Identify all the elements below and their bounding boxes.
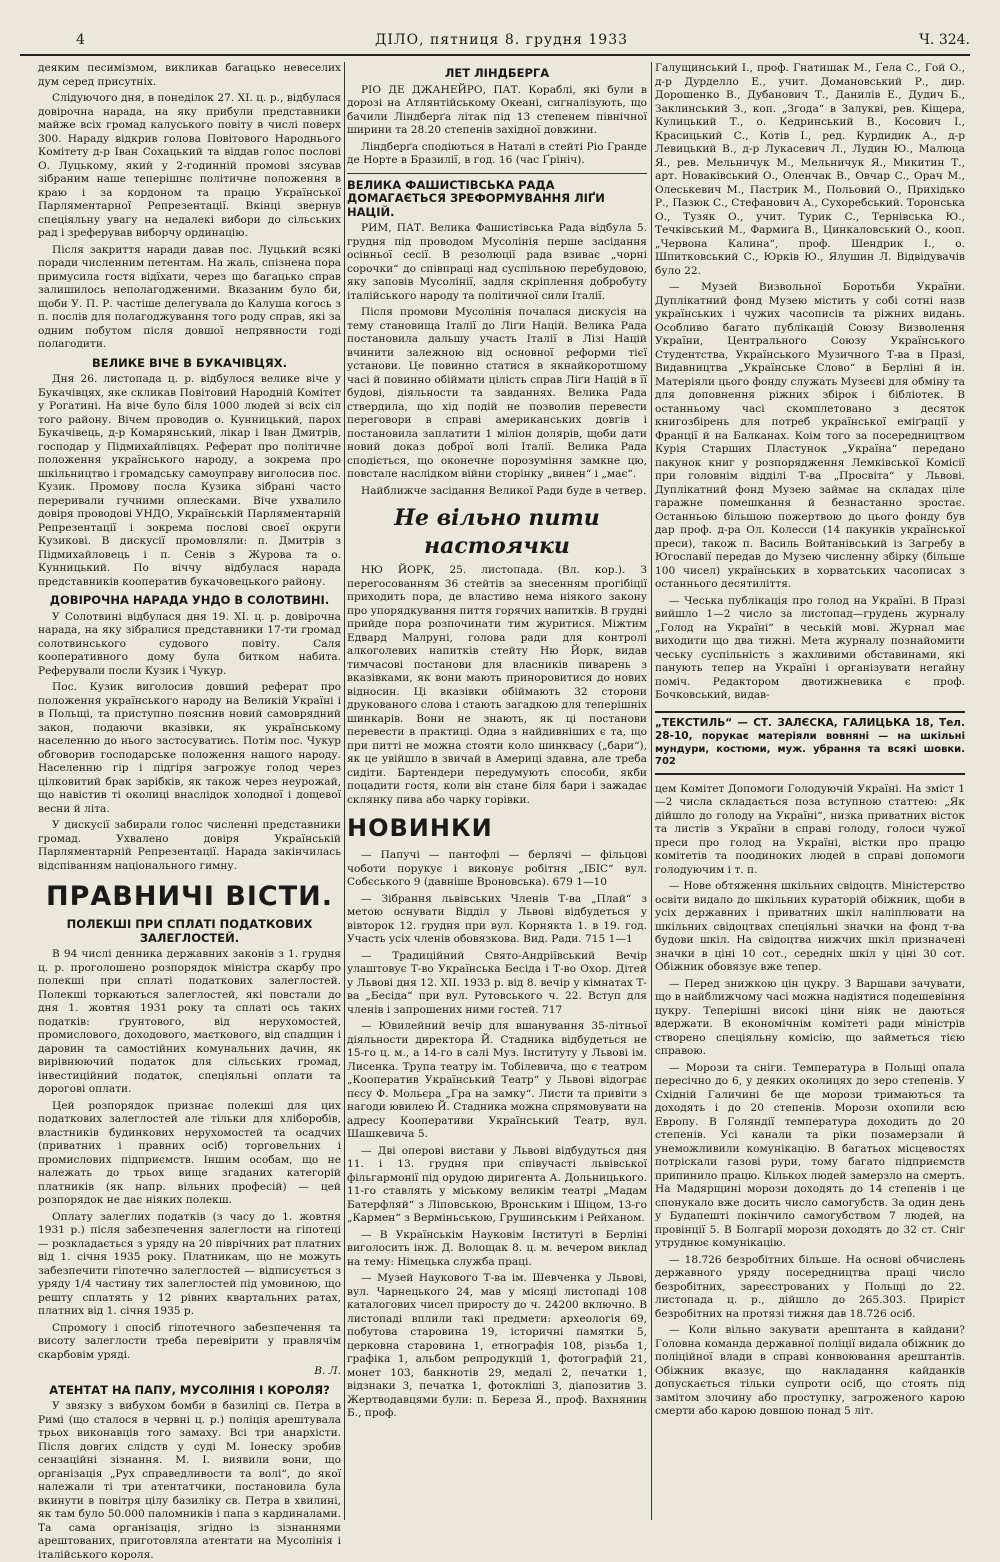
- author-signature: В. Л.: [314, 1365, 341, 1377]
- headline-atentat: АТЕНТАТ НА ПАПУ, МУСОЛІНІЯ І КОРОЛЯ?: [49, 1382, 330, 1397]
- paragraph: Після промови Мусолінія почалася дискусія на тему становища Італії до Ліґи Націй. Велика Рада постановила дальшу участь Італії в Лізі Націй вчинити залежною від основної реформи тієї установи. Це повинно статися в якнайкоротшому часі й повинно обіймати цілість справ Ліґи Націй в її будові, діяльности та завданнях. Велика Рада ствердила, що хід подій не позволив перевести переговори в справі американських довгів і постановила заплатити 1 міліон долярів, щоби дати новий доказ доброї волі Італії. Велика Рада сподіється, що оконечне порозуміння замкне цю, повстале наслідком війни сторінку „винен“ і „має“.: [347, 306, 647, 480]
- headline-lindberg: ЛЕТ ЛІНДБЕРГА: [444, 66, 550, 80]
- advertisement-tekstyl: [655, 711, 965, 775]
- masthead-title-date: ДІЛО, пятниця 8. грудня 1933: [375, 32, 629, 48]
- paragraph: Найближче засідання Великої Ради буде в четвер.: [361, 484, 647, 497]
- paragraph: РІО ДЕ ДЖАНЕЙРО, ПАТ. Кораблі, які були в дорозі на Атлянтійському Океані, сигналізують, що бачили Ліндберґа літак під 13 степенем північної ширини та 28.20 степенів західної довжини.: [347, 83, 647, 136]
- paragraph: РИМ, ПАТ. Велика Фашистівська Рада відбула 5. грудня під проводом Мусолінія перше засідання осінньої сесії. В резолюції рада взиває „чорні сорочки“ до співпраці над суспільною перебудовою, яку заповів Мусолінії, задля скріплення добробуту італійського народу та політичної сили Італії.: [347, 222, 647, 302]
- paragraph: Галущинський І., проф. Гнатишак М., Ґела С., Гой О., д-р Дурделло Е., учит. Домановський Р., дир. Дорошенко В., Дубанович Т., Данилів Е., Дудич Б., Заклинський З., коп. „Згода“ в Залукві, рев. Кіщера, Кулицький Т., о. Кедринський В., Косович І., Красицький С., Котів І., ред. Курдидик А., д-р Левицький В., д-р Лукасевич Л., Лудин Ю., Малюца Я., рев. Мельничук М., Мельничук Я., Микитин Т., арт. Новаківський О., Оленчак В., Овчар С., Орач М., Олеськевич М., Пастрик М., Польовий О., Прихідько Р., Пазюк С., Стефанович А., Сухоребський. Торонська О., Тузяк О., учит. Турик С., Тернівська Ю., Течківський М., Фармиґа В., Цинкаловський О., кооп. „Червона Калина“, проф. Шендрик І., о. Шпитковський С., Юрків Ю., Ялушин Л. Відвідувачів було 22.: [655, 62, 965, 277]
- news-item: — Традиційний Свято-Андріївський Вечір улаштовує Т-во Українська Бесіда і Т-во Охор. Дітей у Львові дня 12. XII. 1933 р. від 8. вечір у кімнатах Т-ва „Бесіда“ при вул. Рутовського ч. 22. Вступ для членів і запрошених ними гостей. 717: [347, 949, 647, 1016]
- ad-code: 702: [655, 756, 676, 767]
- ad-body: порукає матеріяли вовняні — на шкільні мундури, костюми, муж. убрання та всякі шовки.: [655, 731, 965, 755]
- section-title-novynky: НОВИНКИ: [347, 814, 493, 842]
- masthead: [20, 30, 970, 56]
- news-item: — Чеська публікація про голод на Україні. В Празі вийшло 1—2 число за листопад—грудень журналу „Голод на Україні“ в чеській мові. Журнал має виходити що два тижні. Мета журналу познайомити чеську суспільність з жахливими обставинами, які панують тепер на Україні і організувати негайну поміч. Редактором двотижневика є проф. Бочковський, видав-: [655, 594, 965, 701]
- paragraph: цем Комітет Допомоги Голодуючій Україні. На зміст 1—2 числа складається поза вступною статтею: „Як дійшло до голоду на Україні“, низка приватних вісток та листів з України в справі голоду, голоси чужої преси про голод на Україні, вістки про працю комітетів та поодиноких людей в справі допомоги голодуючим і т. п.: [655, 782, 965, 876]
- paragraph: У дискусії забирали голос численні представники громад. Ухвалено довіря Українській Парляментарній Репрезентації. Нарада закінчилась відспіванням національного гимну.: [38, 819, 341, 872]
- divider: [347, 173, 647, 174]
- headline-solotvyna: ДОВІРОЧНА НАРАДА УНДО В СОЛОТВИНІ.: [49, 593, 330, 607]
- news-item: — Дві оперові вистави у Львові відбудуться дня 11. і 13. грудня при співучасті львівської фільгармонії під орудою диригента А. Дольницького. 11-го ставлять у міському великім театрі „Мадам Батерфляй“ з Ліповською, Вронським і Шіцом, 13-го „Кармен“ з Верміньською, Грушинським і Рейханом.: [347, 1144, 647, 1224]
- column-right: [655, 62, 965, 1520]
- paragraph: Спромогу і спосіб гіпотечного забезпечення та висоту залеглости треба перевірити у правлячім скарбовім уряді.: [38, 1321, 341, 1361]
- paragraph: НЮ ЙОРК, 25. листопада. (Вл. кор.). З перегосованням 36 стейтів за знесенням прогібіції приходить пора, де властиво нема ніякого закону про упорядкування пиття горячих напитків. В грудні прийде пора розпочинати тим журитися. Міжтим Едвард Малруні, голова ради для контролі алкоголевих напитків стейту Ню Йорк, видав тимчасові постанови для власників пиварень з вказівками, як вони мають приноровитися до нових відносин. Ці вказівки обіймають 32 сторони друкованого слова і стають загадкою для теперішніх шинкарів. Вони не знають, як ці постанови перевести в практиці. Одна з найдивніших є та, що при питті не можна стояти коло шинквасу („бари“), як це увійшло в звичай в Америці здавна, але треба сидіти. Бартендери передумують способи, якби поцадити гостя, коли він стане біля бари і зажадає склянку пива або чарку горівки.: [347, 564, 648, 806]
- paragraph: Цей розпорядок признає полекші для цих податкових залеглостей але тільки для хліборобів, властників будинкових нерухомостей та осадчих (приватних і правних осіб) торговельних і промислових підприємств. Іншим особам, що не належать до трьох вище згаданих категорій платників (як напр. вільних професій) — цей розпорядок не дає ніяких полекш.: [38, 1099, 341, 1206]
- news-item: — Музей Наукового Т-ва ім. Шевченка у Львові, вул. Чарнецького 24, мав у місяці листопаді 108 каталогових чисел приросту до ч. 24200 включно. В листопаді вплили такі предмети: археологія 69, побутова старовина 19, історичні памятки 5, церковна старовина 1, етнографія 108, різьба 1, графіка 1, альбом репродукцій 1, фотографій 21, монет 103, банкнотів 29, медалі 2, печатки 1, відзнаки 3, печатка 1, фотокліші 3, діапозитив 3. Жертводавцями були: п. Береза Я., проф. Вахнянин Б., проф.: [347, 1272, 647, 1419]
- section-title-pravnychi: ПРАВНИЧІ ВІСТИ.: [45, 881, 334, 912]
- ad-heading: „ТЕКСТИЛЬ“ — СТ. ЗАЛЄСКА, ГАЛИЦЬКА 18, Тел. 28-10,: [655, 716, 965, 742]
- column-divider: [344, 62, 345, 1520]
- news-item: — 18.726 безробітних більше. На основі обчислень державного уряду посередництва праці число безробітних, зареєстрованих у Польщі до 22. листопада ц. р., дійшло до 265.303. Приріст безробітних на протязі тижня дав 18.726 осіб.: [655, 1253, 965, 1320]
- paragraph: Ліндберґа сподіються в Наталі в стейті Ріо Гранде де Норте в Бразилії, в год. 16 (час Ґрініч).: [347, 140, 647, 166]
- headline-nastoyky: Не вільно пити настоячки: [394, 505, 600, 559]
- column-divider: [651, 62, 652, 1520]
- news-item: — Нове обтяження шкільних свідоцтв. Міністерство освіти видало до шкільних кураторій обіжник, щоби в усіх державних і приватних шкіл наліплювати на шкільних свідоцтвах спеціяльні значки на фонд т-ва будови шкіл. На свідоцтва нижчих шкіл призначені значки в ціні 10 сот., середніх шкіл у ціні 30 сот. Обіжник обовязує вже тепер.: [655, 880, 965, 973]
- paragraph: Оплату залеглих податків (з часу до 1. жовтня 1931 р.) після забезпечення залеглости на гіпотеці — розкладається з уряду на 20 піврічних рат платних від 1. січня 1935 року. Платникам, що не можуть забезпечити гіпотечно залеглостей — відписується з уряду 1/4 частину тих залеглостей під умовиною, що решту сплатять у 12 рівних квартальних ратах, платних від 1. січня 1935 р.: [38, 1210, 341, 1317]
- paragraph: Пос. Кузик виголосив довший реферат про положення українського народу на Великій Україні і в Польщі, та приступно пояснив новий самоврядний закон, подаючи вказівки, як українському населенню до нього застосуватись. Потім пос. Чукур обговорив господарське положення нашого народу. Населенню гір і підгіря загрожує голод через цілковитий брак зарібків, як також через неурожай, що навістив ті околиці внаслідок холодної і дощевої весни й літа.: [38, 681, 341, 815]
- paragraph: У Солотвині відбулася дня 19. XI. ц. р. довірочна нарада, на яку зібралися представники 17-ти громад солотвинського судового повіту. Саля кооперативного дому була битком набита. Реферували посли Кузик і Чукур.: [38, 610, 341, 677]
- page-number: 4: [76, 32, 85, 48]
- news-item: — Перед знижкою цін цукру. З Варшави зачувати, що в найближчому часі можна надіятися подешевіння цукру. Теперішні високі ціни ніяк не даються вдержати. В економічнім комітеті ради міністрів створено спеціяльну комісію, що займеться тією справою.: [655, 977, 965, 1057]
- paragraph: Дня 26. листопада ц. р. відбулося велике віче у Букачівцях, яке скликав Повітовий Народній Комітет у Рогатині. На віче було біля 1000 людей зі всіх сіл того району. Вічем проводив о. Кунницький, парох Букачівець, д-р Комарянський, лікар і Іван Дмитрів, господар у Підмихайлівцях. Реферат про політичне положення українського народу, а зокрема про шкільництво і громадську самоуправу виголосив пос. Кузик. Промову посла Кузика зібрані часто переривали гучними оплесками. Віче ухвалило довіря проводові УНДО, Українській Парляментарній Репрезентації і зокрема послові своєї округи Кузикові. В дискусії промовляли: п. Дмитрів з Підмихайловець і п. Сенів з Журова та о. Кунницький. По віччу відбулася нарада представників кооператив букачовецького району.: [38, 373, 341, 588]
- issue-number: Ч. 324.: [919, 32, 970, 48]
- headline-fashyst: ВЕЛИКА ФАШИСТІВСЬКА РАДА ДОМАГАЄТЬСЯ ЗРЕФОРМУВАННЯ ЛІҐИ НАЦІЙ.: [347, 177, 605, 219]
- news-item: — Музей Визвольної Боротьби України. Дуплікатний фонд Музею містить у собі сотні назв українських і чужих часописів та ріжних видань. Особливо багато публікацій Союзу Визволення України, Центрального Союзу Українського Студентства, Українського Музичного Т-ва в Празі, Видавництва „Українське Слово“ в Берліні й ін. Матеріяли цього фонду служать Музеєві для обміну та для доповнення ріжних збірок і бібліотек. В останньому часі скомплетовано з десяток книгозбірень для потреб української еміґрації у Франції й на Балканах. Коім того за посередництвом Курія Старших Пластунок „Україна“ передано пакунок книг у розпорядження Лемківської Комісії при головнім відділі Т-ва „Просвіта“ у Львові. Дуплікатний фонд Музею займає на складах ціле гаражне помешкання й безнастанно зростає. Останньою більшою пожертвою до цього фонду був дар проф. д-ра Ол. Колесси (14 пакунків української преси), також п. Василь Войтанівський із Загребу в Югославії передав до Музею численну збірку (більше 100 чисел) українських в хорватських часописах з останнього десятиліття.: [655, 281, 965, 590]
- news-item: — Коли вільно закувати арештанта в кайдани? Головна команда державної поліції видала обіжник до поліційної влади в справі конвоювання арештантів. Обіжник вказує, що накладання кайданків допускається тільки супроти осіб, що стоять під замітом злочину або проступку, загроженого карою смерти або карою довшою понад 5 літ.: [655, 1324, 965, 1417]
- column-left: [38, 62, 341, 1561]
- news-item: — Папучі — пантофлі — берлячі — фільцові чоботи порукує і виконує робітня „ІБІС“ вул. Собєського 9 (давніше Вроновська). 679 1—10: [347, 849, 647, 888]
- news-item: — Ювилейний вечір для вшанування 35-літньої діяльности директора Й. Стадника відбудеться не 15-го ц. м., а 14-го в салі Муз. Інституту у Львові ім. Лисенка. Трупа театру ім. Тобілевича, що є театром „Кооператив Український Театр“ у Львові відограє пєсу Ф. Мольєра „Гра на замку“. Листи та привіти з нагоди ювилею Й. Стадника можна спрямовувати на адресу Кооперативи Український Театр, вул. Шашкевича 5.: [347, 1020, 647, 1140]
- paragraph: Слідуючого дня, в понеділок 27. XI. ц. р., відбулася довірочна нарада, на яку прибули представники майже всіх громад калуського повіту в числі поверх 300. Нараду відкрив голова Повітового Народнього Комітету д-р Іван Сохацький та віддав голос послові О. Луцькому, який у 2-годинній промові зясував зібраним наше теперішнє політичне положення в краю і за кордоном та працю Української Парляментарної Репрезентації. Вкінці звернув спеціяльну увагу на недалекі вибори до сільських рад і зреферував виборчу ординацію.: [38, 92, 341, 239]
- paragraph: У звязку з вибухом бомби в базиліці св. Петра в Римі (що сталося в червні ц. р.) поліція арештувала трьох виконавців того замаху. Всі три анархісти. Після довгих слідств у суді М. Іонеску зробив сензаційні зізнання. М. І. виявили вони, що організація „Рух справедливости та волі“, до якої належали ті три атентатчики, постановила була вкинути в повітря цілу базиліку св. Петра в хвилині, як там було 50.000 паломників і папа з кардиналами. Та сама організація, згідно із зізнаннями арештованих, приготовляла атентати на Мусолінія і італійського короля.: [38, 1400, 341, 1561]
- paragraph: деяким песимізмом, викликав багацько невеселих дум серед присутніх.: [38, 62, 341, 88]
- column-middle: [347, 62, 647, 1520]
- paragraph: Після закриття наради давав пос. Луцький всякі поради численним петентам. На жаль, спізнена пора примусила гостя відїхати, через що багацько справ залишилось неполагодженими. Вказаним було би, щоби У. П. Р. частіше делегувала до Калуша когось з п. послів для полагоджування того роду справ, які за одним побутом після довшої непрявности годі полагодити.: [38, 243, 341, 350]
- paragraph: В 94 числі денника державних законів з 1. грудня ц. р. проголошено розпорядок міністра скарбу про полекші при сплаті податкових залеглостей. Полекші торкаються залеглостей, які повстали до дня 1. жовтня 1931 року та сплаті ось таких податків: ґрунтового, від нерухомостей, промислового, доходового, маєткового, від спадщин і даровин та самостійних комунальних дачин, як вирівнюючий податок для сільських громад, інвестиційний податок, спеціяльні оплати та дорогові оплати.: [38, 948, 341, 1095]
- headline-bukachivtsi: ВЕЛИКЕ ВІЧЕ В БУКАЧІВЦЯХ.: [91, 355, 288, 370]
- news-item: — Зібрання львівських Членів Т-ва „Плай“ з метою оснувати Відділ у Львові відбудеться у вівторок 12. грудня при вул. Корнякта 1. в 19. год. Участь усіх членів обовязкова. Вид. Ради. 715 1—1: [347, 892, 647, 945]
- news-item: — Морози та сніги. Температура в Польщі опала пересічно до 6, у деяких околицях до зеро степенів. У Східній Галичині бе ще морози тримаються та доходять і до 20 степенів. Морози охопили всю Европу. В Голяндії температура доходить до 20 степенів. Усі канали та ріки позамерзали й унеможливили комунікацію. В багатьох місцевостях потріскали газові рури, тому багато підприємств припинило працю. Кількох людей замерзло на смерть. На Мадярщині морози доходять до 14 степенів і це спонукало вже досить число самогубств. За один день у Будапешті покінчило самогубством 7 людей, на провінції 5. В Болгарії морози доходять до 32 ст. Сніг утруднює комунікацію.: [655, 1061, 965, 1249]
- headline-polekshi: ПОЛЕКШІ ПРИ СПЛАТІ ПОДАТКОВИХ ЗАЛЕГЛОСТЕЙ.: [66, 917, 313, 945]
- news-item: — В Українськім Науковім Інституті в Берліні виголосить інж. Д. Волощак 8. ц. м. вечером виклад на тему: Німецька служба праці.: [347, 1228, 647, 1268]
